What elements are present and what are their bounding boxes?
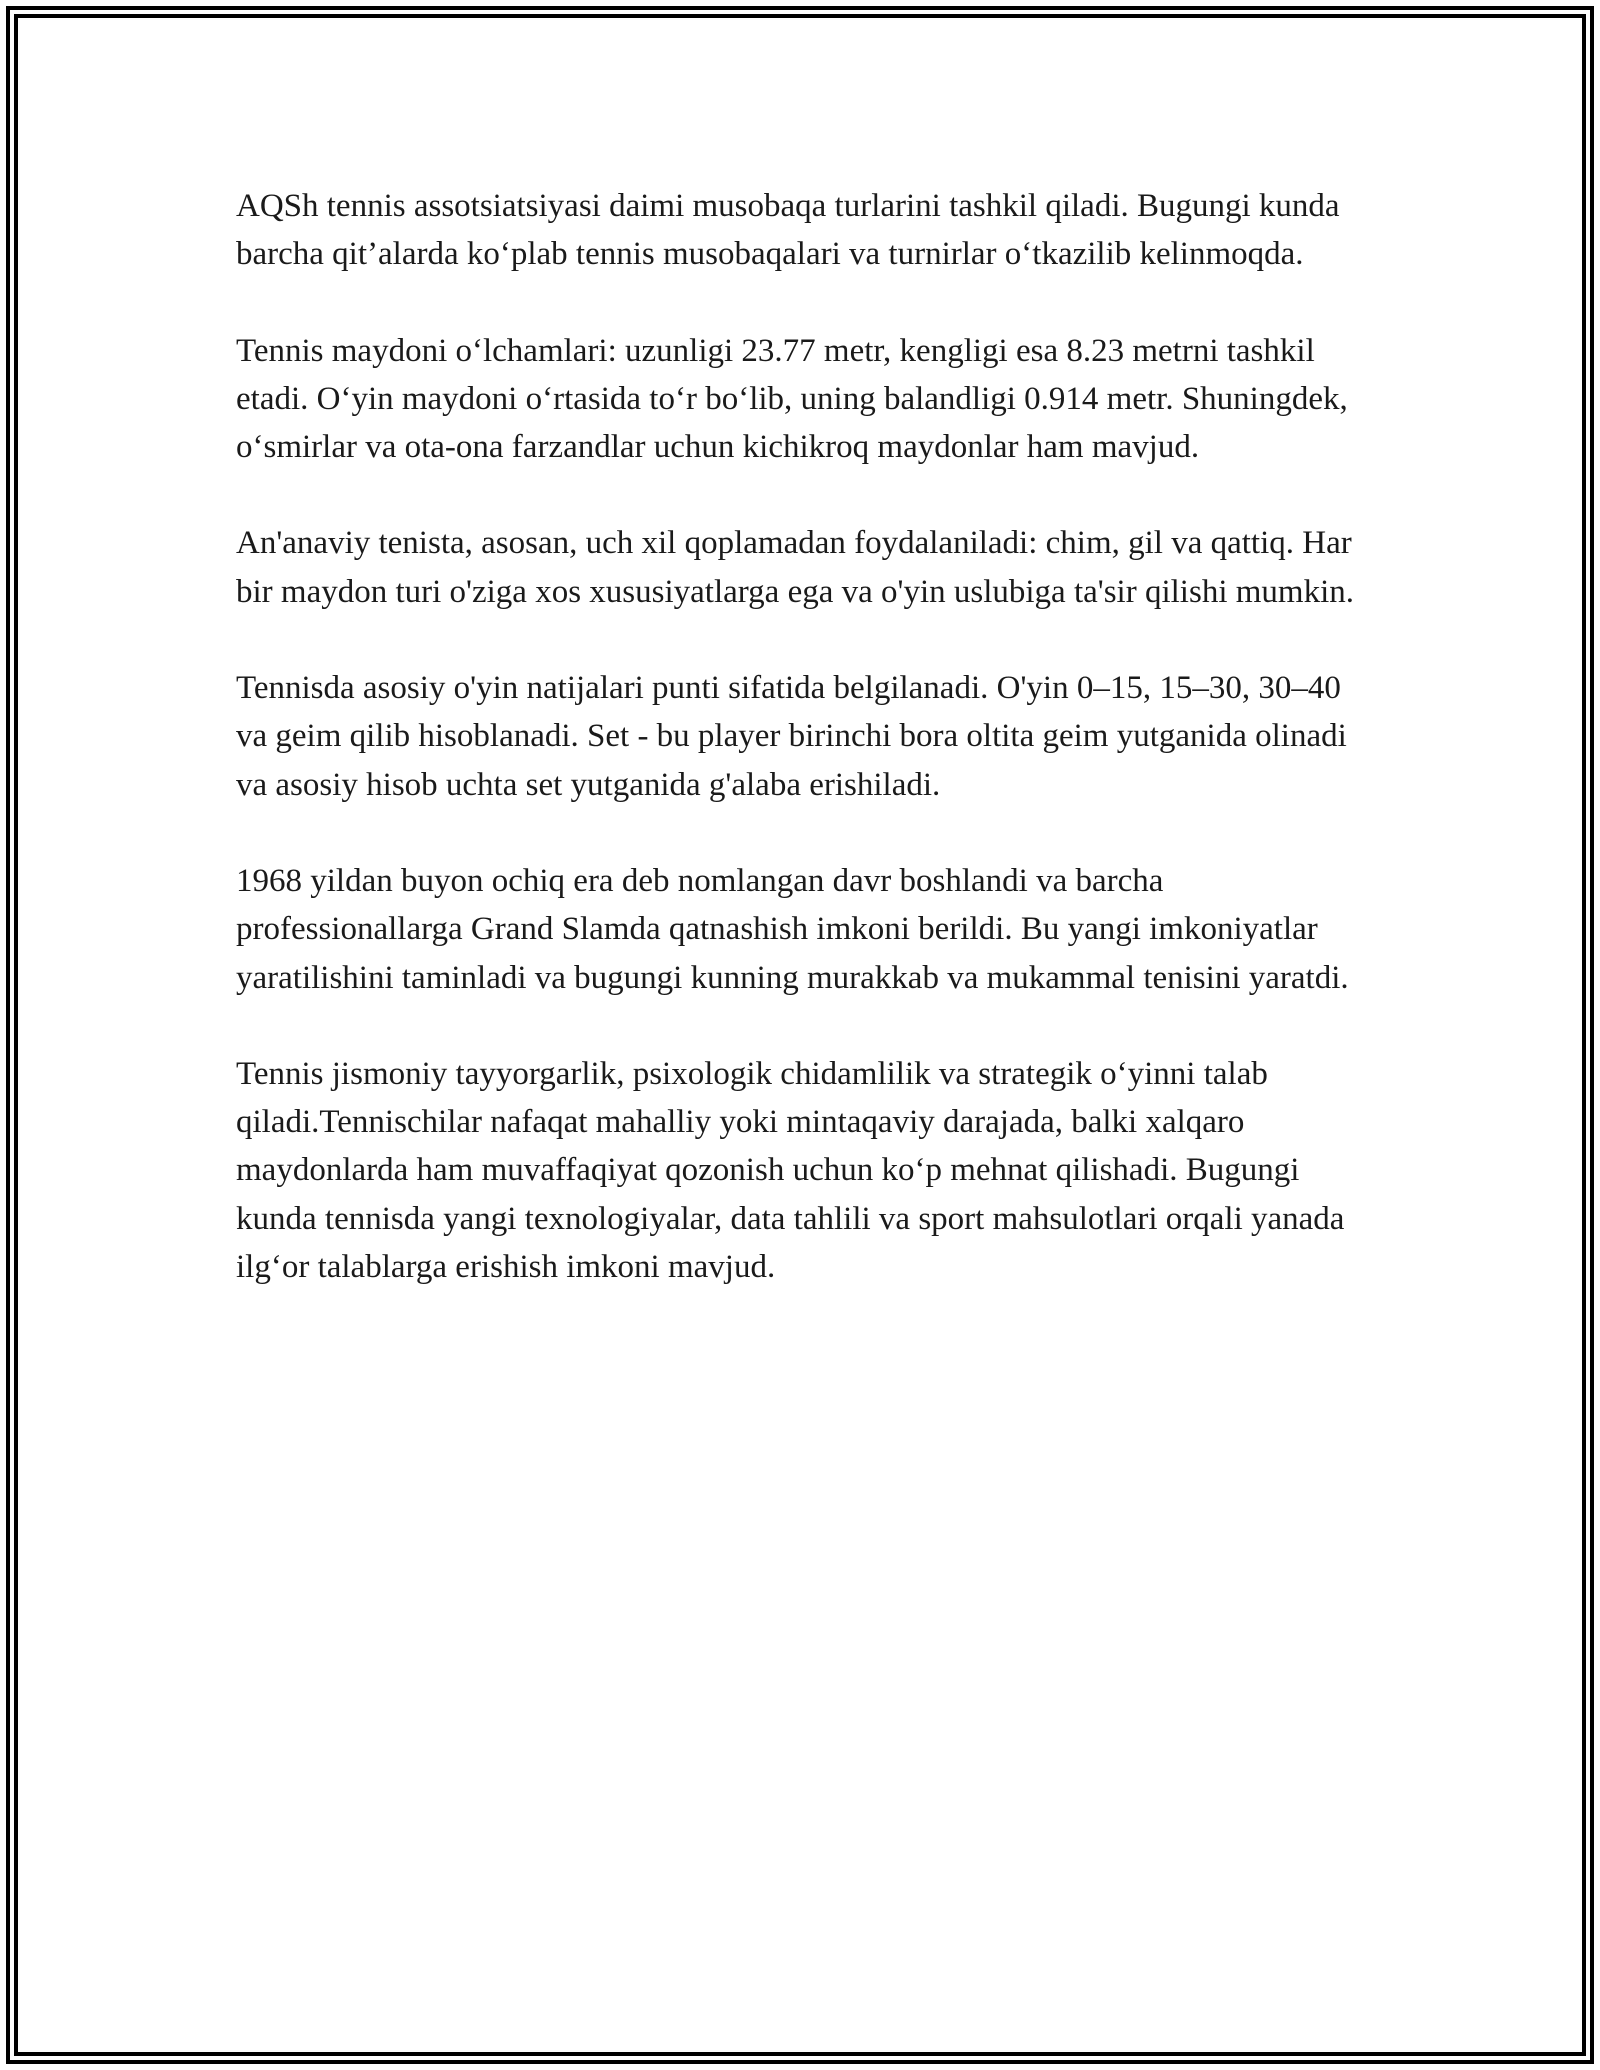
- document-body: [236, 182, 1376, 1291]
- paragraph-3: An'anaviy tenista, asosan, uch xil qoplamadan foydalaniladi: chim, gil va qattiq. Har bir maydon turi o'ziga xos xususiyatlarga ega va o'yin uslubiga ta'sir qilishi mumkin.: [236, 525, 1354, 610]
- paragraph-2: Tennis maydoni o‘lchamlari: uzunligi 23.77 metr, kengligi esa 8.23 metrni tashkil etadi. O‘yin maydoni o‘rtasida to‘r bo‘lib, uning balandligi 0.914 metr. Shuningdek, o‘smirlar va ota-ona farzandlar uchun kichikroq maydonlar ham mavjud.: [236, 332, 1348, 466]
- paragraph-6: Tennis jismoniy tayyorgarlik, psixologik chidamlilik va strategik o‘yinni talab qiladi.Tennischilar nafaqat mahalliy yoki mintaqaviy darajada, balki xalqaro maydonlarda ham muvaffaqiyat qozonish uchun ko‘p mehnat qilishadi. Bugungi kunda tennisda yangi texnologiyalar, data tahlili va sport mahsulotlari orqali yanada ilg‘or talablarga erishish imkoni mavjud.: [236, 1055, 1345, 1286]
- paragraph-5: 1968 yildan buyon ochiq era deb nomlangan davr boshlandi va barcha professionallarga Grand Slamda qatnashish imkoni berildi. Bu yangi imkoniyatlar yaratilishini taminladi va bugungi kunning murakkab va mukammal tenisini yaratdi.: [236, 862, 1349, 996]
- paragraph-1: AQSh tennis assotsiatsiyasi daimi musobaqa turlarini tashkil qiladi. Bugungi kunda barcha qit’alarda ko‘plab tennis musobaqalari va turnirlar o‘tkazilib kelinmoqda.: [236, 188, 1340, 273]
- paragraph-4: Tennisda asosiy o'yin natijalari punti sifatida belgilanadi. O'yin 0–15, 15–30, 30–40 va geim qilib hisoblanadi. Set - bu player birinchi bora oltita geim yutganida olinadi va asosiy hisob uchta set yutganida g'alaba erishiladi.: [236, 670, 1347, 803]
